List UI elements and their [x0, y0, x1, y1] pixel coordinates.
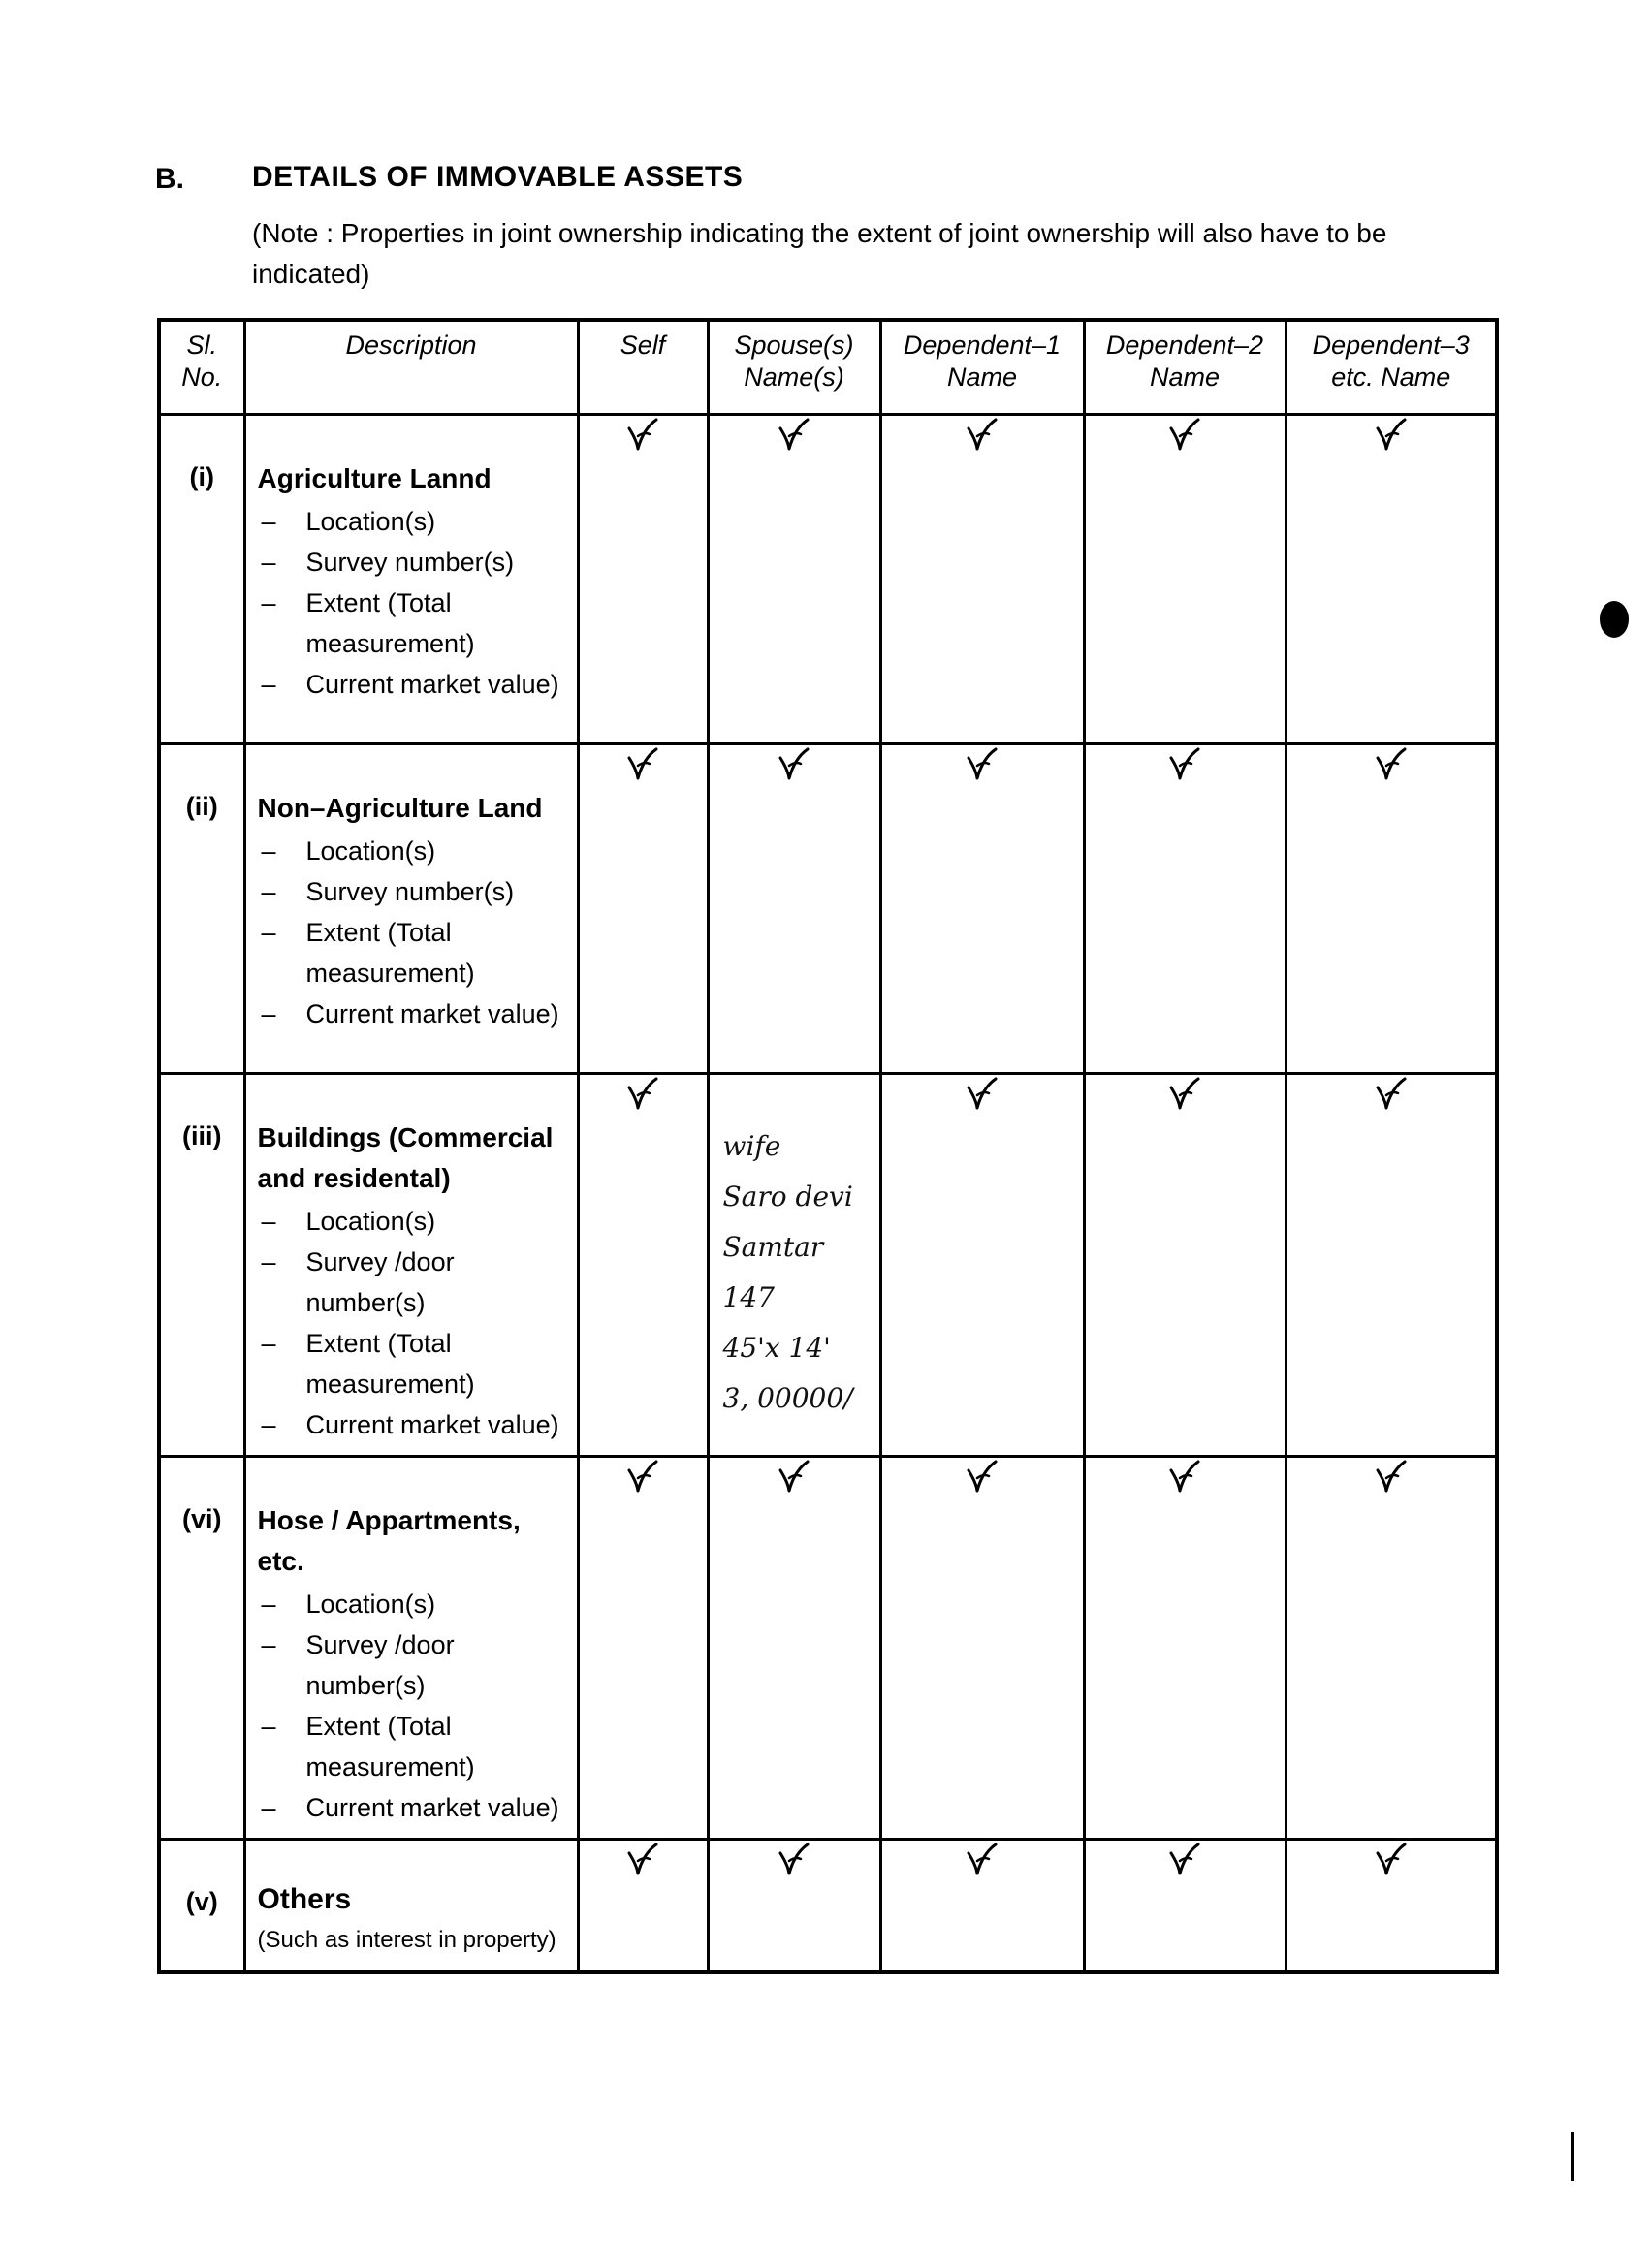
header-self: Self — [578, 320, 708, 415]
header-dependent-2: Dependent–2 Name — [1084, 320, 1286, 415]
self-cell — [578, 415, 708, 744]
nil-mark-icon — [1168, 1459, 1201, 1496]
table-row — [159, 744, 1497, 1074]
row-item: – Current market value) — [258, 1787, 569, 1828]
header-slno: Sl. No. — [159, 320, 244, 415]
header-dependent-1: Dependent–1 Name — [880, 320, 1084, 415]
table-row — [159, 1457, 1497, 1840]
nil-mark-icon — [1168, 417, 1201, 454]
row-subtitle: (Such as interest in property) — [257, 1927, 556, 1953]
row-item: – Survey number(s) — [258, 871, 569, 912]
nil-mark-icon — [778, 417, 810, 454]
self-cell — [578, 744, 708, 1074]
row-items — [258, 501, 569, 705]
nil-mark-icon — [626, 1459, 659, 1496]
row-item: – Current market value) — [258, 1404, 569, 1445]
row-description — [244, 1457, 578, 1840]
immovable-assets-table — [157, 318, 1499, 1974]
self-cell — [578, 1457, 708, 1840]
self-cell — [578, 1840, 708, 1973]
row-description — [244, 744, 578, 1074]
dependent-3-cell — [1286, 744, 1497, 1074]
self-cell — [578, 1074, 708, 1457]
header-description: Description — [244, 320, 578, 415]
nil-mark-icon — [1375, 417, 1408, 454]
row-item: – Current market value) — [258, 664, 569, 705]
spouse-handwritten-entry — [723, 1121, 875, 1424]
row-title: Others — [257, 1883, 352, 1915]
row-description — [244, 1074, 578, 1457]
nil-mark-icon — [778, 1459, 810, 1496]
row-item: – Survey number(s) — [258, 542, 569, 583]
table-header-row — [159, 320, 1497, 415]
dependent-1-cell — [880, 1840, 1084, 1973]
nil-mark-icon — [626, 746, 659, 783]
nil-mark-icon — [1375, 1459, 1408, 1496]
table-row — [159, 1074, 1497, 1457]
row-number: (iii) — [159, 1074, 244, 1457]
dependent-3-cell — [1286, 415, 1497, 744]
row-item: – Survey /door number(s) — [258, 1242, 569, 1323]
header-spouse: Spouse(s) Name(s) — [708, 320, 880, 415]
row-items — [258, 1584, 569, 1828]
spouse-cell — [708, 1074, 880, 1457]
row-number: (vi) — [159, 1457, 244, 1840]
dependent-1-cell — [880, 415, 1084, 744]
spouse-cell — [708, 1840, 880, 1973]
table-row — [159, 415, 1497, 744]
row-item: – Location(s) — [258, 1201, 569, 1242]
row-item: – Survey /door number(s) — [258, 1624, 569, 1706]
row-item: – Location(s) — [258, 831, 569, 871]
row-item: – Location(s) — [258, 501, 569, 542]
nil-mark-icon — [966, 1459, 999, 1496]
dependent-1-cell — [880, 744, 1084, 1074]
ink-blot-mark — [1600, 601, 1629, 638]
row-description — [244, 415, 578, 744]
row-item: – Extent (Total measurement) — [258, 912, 569, 993]
row-item: – Extent (Total measurement) — [258, 583, 569, 664]
nil-mark-icon — [966, 417, 999, 454]
spouse-cell — [708, 415, 880, 744]
row-item: – Current market value) — [258, 993, 569, 1034]
margin-mark — [1571, 2132, 1574, 2181]
nil-mark-icon — [778, 1842, 810, 1878]
nil-mark-icon — [1168, 746, 1201, 783]
row-item: – Extent (Total measurement) — [258, 1706, 569, 1787]
dependent-1-cell — [880, 1457, 1084, 1840]
row-number: (ii) — [159, 744, 244, 1074]
row-item: – Location(s) — [258, 1584, 569, 1624]
header-dependent-3: Dependent–3 etc. Name — [1286, 320, 1497, 415]
dependent-2-cell — [1084, 415, 1286, 744]
nil-mark-icon — [966, 1842, 999, 1878]
section-title: DETAILS OF IMMOVABLE ASSETS — [252, 161, 744, 193]
nil-mark-icon — [1168, 1842, 1201, 1878]
nil-mark-icon — [1168, 1076, 1201, 1113]
row-item: – Extent (Total measurement) — [258, 1323, 569, 1404]
nil-mark-icon — [966, 746, 999, 783]
nil-mark-icon — [626, 1842, 659, 1878]
nil-mark-icon — [1375, 746, 1408, 783]
row-number: (v) — [159, 1840, 244, 1973]
dependent-2-cell — [1084, 1840, 1286, 1973]
row-description — [244, 1840, 578, 1973]
table-row — [159, 1840, 1497, 1973]
nil-mark-icon — [626, 417, 659, 454]
row-number: (i) — [159, 415, 244, 744]
handwritten-line: 147 — [722, 1281, 775, 1313]
handwritten-line: Saro devi — [722, 1181, 853, 1213]
handwritten-line: Samtar — [722, 1231, 824, 1263]
spouse-cell — [708, 744, 880, 1074]
row-items — [258, 831, 569, 1034]
handwritten-line: wife — [722, 1130, 781, 1162]
section-note: (Note : Properties in joint ownership indicating the extent of joint ownership will also have to be indicated) — [252, 218, 1387, 289]
section-letter: B. — [155, 163, 184, 195]
dependent-2-cell — [1084, 1457, 1286, 1840]
handwritten-line: 3, 00000/ — [722, 1382, 853, 1414]
row-title: Hose / Appartments, etc. — [257, 1505, 521, 1576]
row-title: Agriculture Lannd — [257, 463, 492, 493]
row-items — [258, 1201, 569, 1445]
nil-mark-icon — [1375, 1076, 1408, 1113]
nil-mark-icon — [1375, 1842, 1408, 1878]
spouse-cell — [708, 1457, 880, 1840]
nil-mark-icon — [778, 746, 810, 783]
dependent-3-cell — [1286, 1840, 1497, 1973]
dependent-2-cell — [1084, 1074, 1286, 1457]
nil-mark-icon — [966, 1076, 999, 1113]
dependent-1-cell — [880, 1074, 1084, 1457]
dependent-3-cell — [1286, 1457, 1497, 1840]
dependent-2-cell — [1084, 744, 1286, 1074]
nil-mark-icon — [626, 1076, 659, 1113]
handwritten-line: 45'x 14' — [722, 1332, 831, 1364]
row-title: Non–Agriculture Land — [257, 793, 543, 823]
row-title: Buildings (Commercial and residental) — [257, 1122, 554, 1193]
dependent-3-cell — [1286, 1074, 1497, 1457]
